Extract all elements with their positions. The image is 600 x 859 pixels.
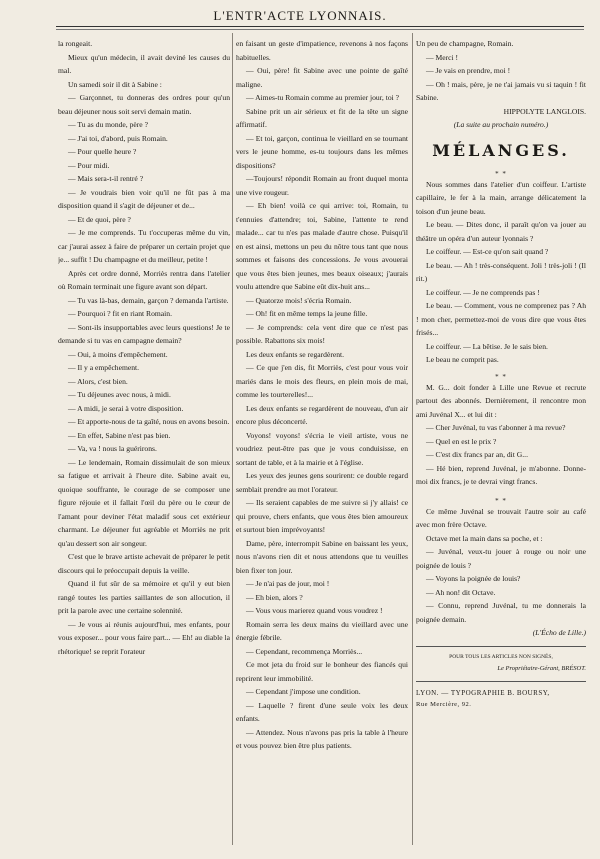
paragraph: — Je voudrais bien voir qu'il ne fût pas à ma disposition quand il s'agit de déjeuner et de... [58,187,230,210]
paragraph: — Eh bien! voilà ce qui arrive: toi, Romain, tu t'ennuies d'attendre; toi, Sabine, l'attente te rend malade... car tu n'es pas malade d'autre chose. Puisqu'il en est ainsi, mettons un peu du nôtre tous tant que nous sommes et faisons des concessions. Je vous avouerai que vous êtes bien jeunes, mes beaux oiseaux; j'aurais voulu attendre que Sabine eût dix-huit ans... [236,201,408,291]
masthead-rule [56,26,584,27]
paragraph: — Cependant, recommença Morriès... [246,646,363,656]
column-3 [416,37,586,847]
paragraph: — Tu as du monde, père ? [68,120,148,129]
paragraph: — Il y a empêchement. [68,363,140,372]
column-1 [58,37,230,847]
printer-address: Rue Mercière, 92. [416,701,472,708]
paragraph: — C'est dix francs par an, dit G... [426,450,528,459]
paragraph: C'est que le brave artiste achevait de préparer le petit discours qui le préoccupait depuis la veille. [58,552,230,575]
paragraph: Dame, père, interrompit Sabine en baissant les yeux, nous n'avons rien dit et nous attendons que tu veuilles bien fixer ton jour. [236,538,408,575]
paragraph: Les yeux des jeunes gens sourirent: ce double regard semblait prendre au mot l'orateur. [236,471,408,494]
paragraph: en faisant un geste d'impatience, revenons à nos façons habituelles. [236,39,408,62]
paragraph: — Quel en est le prix ? [426,436,497,446]
paragraph: — En effet, Sabine n'est pas bien. [68,430,171,440]
paragraph: — Ce que j'en dis, fit Morriès, c'est pour vous voir mariés dans le mois des fleurs, en plein mois de mai, comme les tourterelles!... [236,363,408,399]
anecdote-louis [416,505,586,627]
paragraph: — Eh bien, alors ? [246,592,303,602]
paragraph: — Quatorze mois! s'écria Romain. [246,295,352,305]
paragraph: — J'ai toi, d'abord, puis Romain. [68,133,168,143]
paragraph: — Garçonnet, tu donneras des ordres pour qu'un beau déjeuner nous soit servi demain matin. [58,93,230,116]
paragraph: Les deux enfants se regardèrent de nouveau, d'un air encore plus déconcerté. [236,403,408,426]
paragraph: — Ils seraient capables de me suivre si j'y allais! ce qui prouve, chers enfants, que vous êtes bien amoureux et surtout bien imprévoyants! [236,498,408,534]
paragraph: — Tu vas là-bas, demain, garçon ? demanda l'artiste. [68,295,229,305]
column-separator [232,33,233,845]
anecdote-barber [416,178,586,367]
author-signature: HIPPOLYTE LANGLOIS. [503,106,586,116]
paragraph: — Mais sera-t-il rentré ? [68,174,144,183]
paragraph: — Et de quoi, père ? [68,214,131,224]
paragraph: Le coiffeur. — Je ne comprends pas ! [426,287,540,297]
section-stars: * * [495,169,507,178]
paragraph: — Cependant j'impose une condition. [246,687,361,696]
paragraph: — Voyons la poignée de louis? [426,574,521,583]
paragraph: — Je vous ai réunis aujourd'hui, mes enfants, pour vous exposer... pour vous faire part... — Eh! au diable la rhétorique! se reprit l'orateur [58,619,230,656]
paragraph: — Je me comprends. Tu t'occuperas même du vin, car j'aurai assez à faire de préparer un certain projet que je... suffit ! Du champagne et du meilleur, petite ! [58,228,230,264]
paragraph: — Et apporte-nous de ta gaîté, nous en avons besoin. [68,417,230,426]
paragraph: — Pour quelle heure ? [68,147,137,156]
paragraph: — Oui, père! fit Sabine avec une pointe de gaîté maligne. [236,66,408,89]
paragraph: — Pour midi. [68,160,110,170]
paragraph: Le beau. — Ah ! très-conséquent. Joli ! très-joli ! (Il rit.) [416,260,586,283]
paragraph: Nous sommes dans l'atelier d'un coiffeur. L'artiste capillaire, le fer à la main, arrange délicatement la toison d'un jeune beau. [416,179,586,216]
paragraph: Ce même Juvénal se trouvait l'autre soir au café avec mon frère Octave. [416,506,586,529]
section-title-melanges: MÉLANGES. [432,140,570,160]
paragraph: — Alors, c'est bien. [68,376,128,386]
rights-note: POUR TOUS LES ARTICLES NON SIGNÉS, [449,653,553,660]
section-stars: * * [495,372,507,381]
paragraph: — Pourquoi ? fit en riant Romain. [68,309,172,318]
paragraph: Romain serra les deux mains du vieillard avec une énergie fébrile. [236,619,408,642]
anecdote-revue [416,381,586,489]
paragraph: — Je comprends: cela vent dire que ce n'est pas possible. Rabattons six mois! [236,322,408,345]
paragraph: — Vous vous marierez quand vous voudrez ! [246,606,383,615]
paragraph: — Laquelle ? firent d'une seule voix les deux enfants. [236,700,408,723]
paragraph: — Merci ! [426,52,459,62]
paragraph: Mieux qu'un médecin, il avait deviné les causes du mal. [58,52,230,75]
paragraph: Un peu de champagne, Romain. [416,39,514,48]
footer-rule [416,646,586,647]
paragraph: Les deux enfants se regardèrent. [246,349,345,359]
paragraph: — Le lendemain, Romain dissimulait de son mieux sa fatigue et arrivait à l'heure dite. Sabine avait eu, quoique souffrante, le courage de se composer une figure réjouie et il fallait l'œil du père ou le cœur de l'amant pour deviner l'état maladif sous cet extérieur charmant. Le déjeuner fut agréable et Morriès ne prit qu'au dessert son air songeur. [58,457,230,548]
paragraph: — Oh ! mais, père, je ne t'ai jamais vu si taquin ! fit Sabine. [416,79,586,102]
paragraph: — Ah non! dit Octave. [426,587,496,597]
paragraph: — Cher Juvénal, tu vas t'abonner à ma revue? [426,423,566,432]
paragraph: — Juvénal, veux-tu jouer à rouge ou noir une poignée de louis ? [416,547,586,570]
column-separator [412,33,413,845]
paragraph: — Connu, reprend Juvénal, tu me donnerais la poignée demain. [416,601,586,624]
masthead-rule-thin [56,29,584,30]
paragraph: — Et toi, garçon, continua le vieillard en se tournant vers le jeune homme, es-tu toujours dans les mêmes dispositions? [236,133,408,170]
paragraph: — Je n'ai pas de jour, moi ! [246,579,330,588]
paragraph: Le coiffeur. — La bêtise. Je le sais bien. [426,341,548,351]
paragraph: Quand il fut sûr de sa mémoire et qu'il y eut bien rangé toutes les parties saillantes de son allocution, il prit la parole avec une certaine solennité. [58,579,230,615]
paragraph: Ce mot jeta du froid sur le bonheur des fiancés qui reprirent leur immobilité. [236,660,408,683]
paragraph: — Attendez. Nous n'avons pas pris la table à l'heure et vous pouvez bien être plus patients. [236,727,408,750]
paragraph: — Oui, à moins d'empêchement. [68,349,168,359]
paragraph: Octave met la main dans sa poche, et : [426,533,543,543]
paragraph: Voyons! voyons! s'écria le vieil artiste, vous ne voudriez peut-être pas que je vous conduisisse, en sortant de table, et à la mairie et à l'église. [236,430,408,467]
paragraph: Sabine prit un air sérieux et fit de la tête un signe affirmatif. [236,106,408,129]
paragraph: —Toujours! répondit Romain au front duquel monta une vive rougeur. [236,174,408,197]
paragraph: M. G... doit fonder à Lille une Revue et recrute partout des abonnés. Dernièrement, il rencontre mon ami Juvénal X... et lui dit : [416,382,586,419]
masthead: L'ENTR'ACTE LYONNAIS. [213,8,387,23]
paragraph: Après cet ordre donné, Morriès rentra dans l'atelier où Romain terminait une figure avant son départ. [58,268,230,291]
footer-rule [416,681,586,682]
paragraph: la rongeait. [58,39,93,48]
paragraph: Le beau. — Comment, vous ne comprenez pas ? Ah ! mon cher, permettez-moi de vous dire que vous êtes frisés... [416,301,586,337]
paragraph: Le beau ne comprit pas. [426,355,499,364]
paragraph: — Oh! fit en même temps la jeune fille. [246,309,368,318]
column-2 [236,37,408,847]
section-stars: * * [495,496,507,505]
story-ending [416,37,586,105]
paragraph: — Sont-ils insupportables avec leurs questions! Je te demande si tu vas en campagne demain? [58,322,230,345]
paragraph: Un samedi soir il dit à Sabine : [68,79,162,89]
continued-note: (La suite au prochain numéro.) [453,120,549,129]
paragraph: — Je vais en prendre, moi ! [426,66,511,75]
paragraph: Le beau. — Dites donc, il paraît qu'on va jouer au théâtre un opéra d'un auteur lyonnais ? [416,220,586,243]
paragraph: — Tu déjeunes avec nous, à midi. [68,390,171,399]
paragraph: — Aimes-tu Romain comme au premier jour, toi ? [246,93,400,102]
owner-signature: Le Propriétaire-Gérant, BRÉSOT. [497,664,586,672]
source-credit: (L'Écho de Lille.) [532,628,586,637]
paragraph: — A midi, je serai à votre disposition. [68,403,184,413]
paragraph: Le coiffeur. — Est-ce qu'on sait quand ? [426,247,549,256]
paragraph: — Hé bien, reprend Juvénal, je m'abonne. Donne-moi dix francs, je te devrai vingt francs. [416,463,586,486]
printer-imprint: LYON. — TYPOGRAPHIE B. BOURSY, [416,689,550,697]
paragraph: — Va, va ! nous la guérirons. [68,444,157,453]
